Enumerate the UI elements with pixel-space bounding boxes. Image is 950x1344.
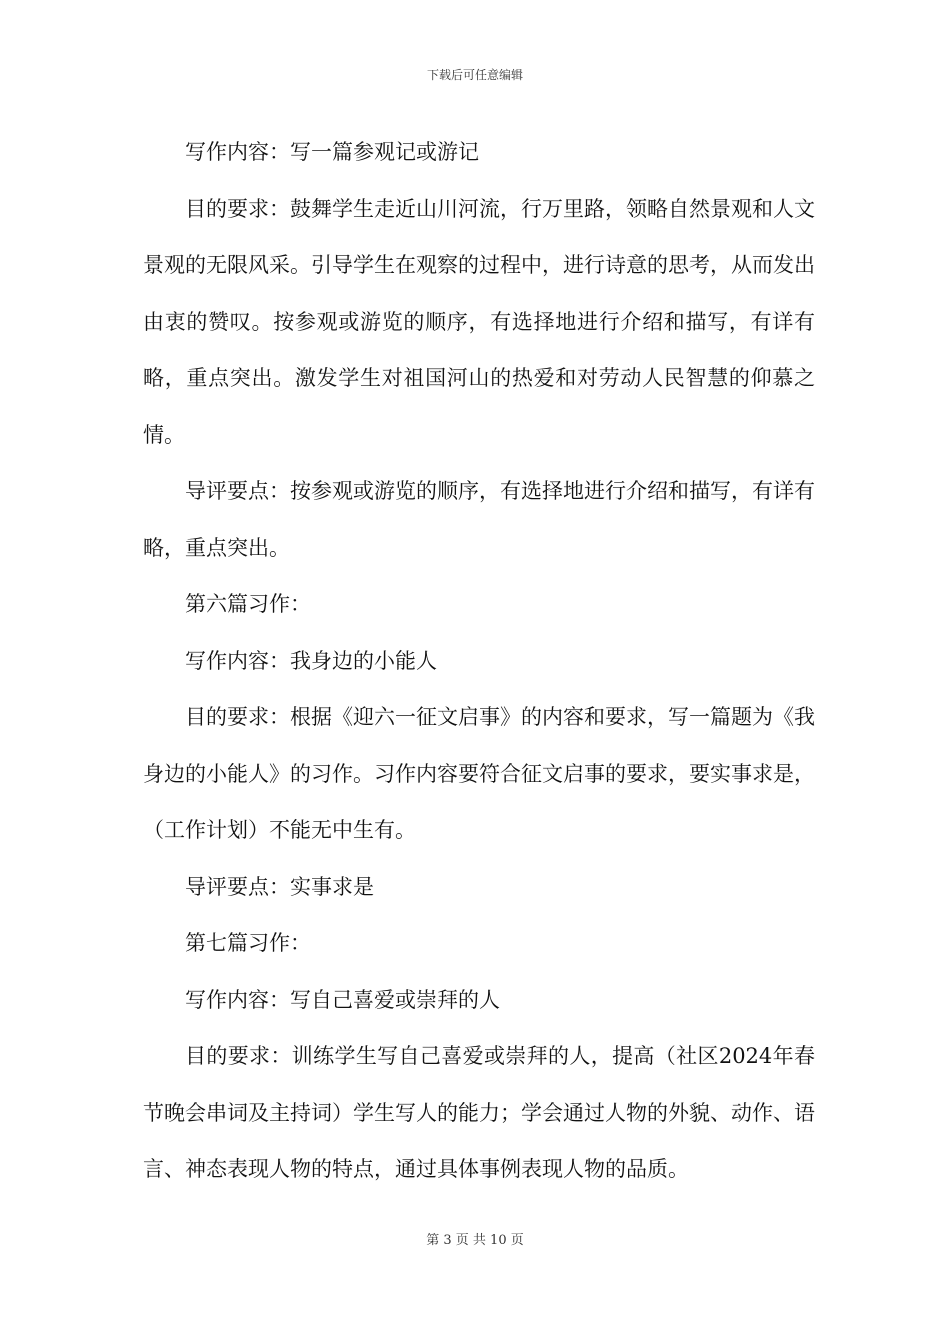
paragraph-goal-7: 目的要求：训练学生写自己喜爱或崇拜的人，提高（社区2024年春节晚会串词及主持词）学生写人的能力；学会通过人物的外貌、动作、语言、神态表现人物的特点，通过具体事例表现人物的品质。 (143, 1044, 815, 1181)
paragraph-writing-content-6: 写作内容：我身边的小能人 (185, 648, 437, 673)
paragraph-review-6: 导评要点：实事求是 (185, 874, 374, 899)
document-body (143, 124, 815, 1198)
page-footer: 第 3 页 共 10 页 (426, 1233, 524, 1248)
paragraph-heading-7: 第七篇习作： (185, 931, 311, 955)
paragraph-review-1: 导评要点：按参观或游览的顺序，有选择地进行介绍和描写，有详有略，重点突出。 (143, 479, 815, 560)
paragraph-writing-content-7: 写作内容：写自己喜爱或崇拜的人 (185, 987, 500, 1012)
page-header: 下载后可任意编辑 (426, 68, 523, 82)
paragraph-goal-6: 目的要求：根据《迎六一征文启事》的内容和要求，写一篇题为《我身边的小能人》的习作。习作内容要符合征文启事的要求，要实事求是，（工作计划）不能无中生有。 (143, 705, 815, 842)
paragraph-writing-content-1: 写作内容：写一篇参观记或游记 (185, 140, 479, 164)
paragraph-heading-6: 第六篇习作： (185, 592, 311, 616)
paragraph-goal-1: 目的要求：鼓舞学生走近山川河流，行万里路，领略自然景观和人文景观的无限风采。引导学生在观察的过程中，进行诗意的思考，从而发出由衷的赞叹。按参观或游览的顺序，有选择地进行介绍和描写，有详有略，重点突出。激发学生对祖国河山的热爱和对劳动人民智慧的仰慕之情。 (143, 196, 815, 447)
